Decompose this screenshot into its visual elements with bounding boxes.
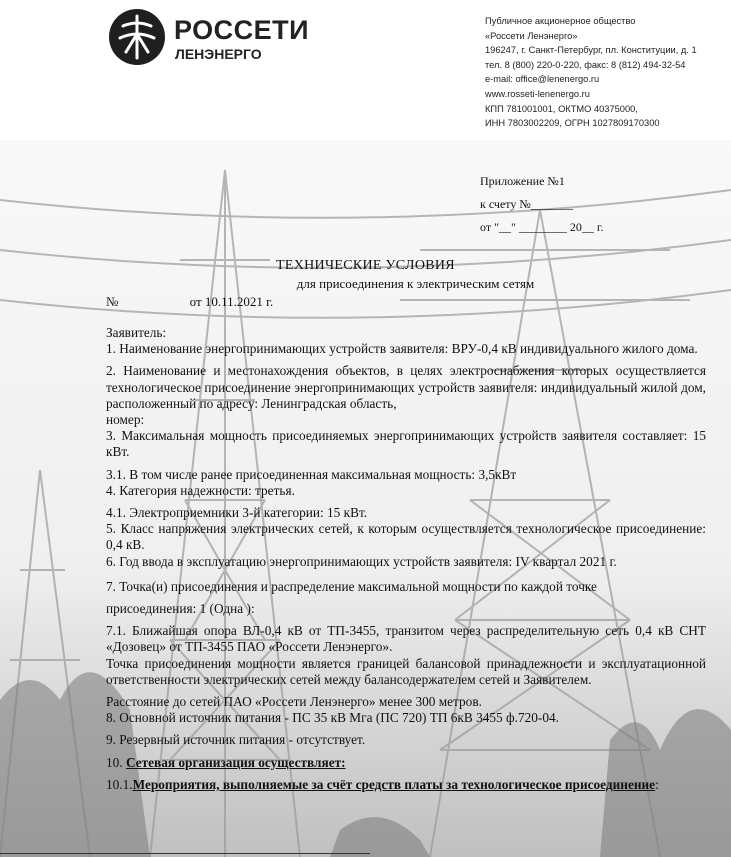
company-line: КПП 781001001, ОКТМО 40375000, bbox=[485, 103, 638, 114]
item-7-1: 7.1. Ближайшая опора ВЛ-0,4 кВ от ТП-3455, транзитом через распределительную сеть 0,4 кВ СНТ «Дозовец» от ТП-3455 ПАО «Россети Ленэнерго». bbox=[106, 623, 706, 655]
footnote-divider bbox=[0, 853, 370, 854]
company-line: ИНН 7803002209, ОГРН 1027809170300 bbox=[485, 118, 660, 129]
appendix-block bbox=[480, 170, 603, 239]
company-details bbox=[485, 14, 697, 131]
applicant-label: Заявитель: bbox=[106, 325, 167, 340]
document-date: от 10.11.2021 г. bbox=[189, 294, 274, 309]
item-9: 9. Резервный источник питания - отсутствует. bbox=[106, 732, 366, 748]
invoice-date: от "__" ________ 20__ г. bbox=[480, 220, 604, 234]
item-7-paragraph: Точка присоединения мощности является границей балансовой принадлежности и эксплуатационной ответственности электрических сетей между балансодержателем сетей и Заявителем. bbox=[106, 655, 706, 687]
item-10-1-colon: : bbox=[655, 776, 659, 792]
company-line: «Россети Ленэнерго» bbox=[485, 30, 578, 41]
invoice-number: к счету №_______ bbox=[480, 197, 573, 211]
document-number-line bbox=[106, 294, 273, 310]
item-4-1: 4.1. Электроприемники 3-й категории: 15 кВт. bbox=[106, 505, 368, 521]
company-line: Публичное акционерное общество bbox=[485, 16, 636, 26]
appendix-number: Приложение №1 bbox=[480, 174, 565, 188]
item-10-number: 10. bbox=[106, 754, 126, 770]
item-5: 5. Класс напряжения электрических сетей, к которым осуществляется технологическое присоединение: 0,4 кВ. bbox=[106, 521, 706, 553]
item-2-number: номер: bbox=[106, 412, 145, 428]
item-3-1: 3.1. В том числе ранее присоединенная максимальная мощность: 3,5кВт bbox=[106, 466, 517, 482]
company-line: тел. 8 (800) 220-0-220, факс: 8 (812) 494-32-54 bbox=[485, 59, 686, 70]
brand-name: РОССЕТИ bbox=[174, 15, 310, 45]
number-label: № bbox=[106, 294, 119, 309]
item-2: 2. Наименование и местонахождения объектов, в целях электроснабжения которых осуществляется технологическое присоединение энергопринимающих устройств заявителя: индивидуальный жилой дом, расположенный по адресу: Ленинградская область, bbox=[106, 363, 706, 411]
item-8: 8. Основной источник питания - ПС 35 кВ Мга (ПС 720) ТП 6кВ 3455 ф.720-04. bbox=[106, 710, 559, 726]
item-3: 3. Максимальная мощность присоединяемых энергопринимающих устройств заявителя составляет: 15 кВт. bbox=[106, 428, 706, 460]
rosseti-logo-icon bbox=[108, 8, 166, 66]
item-7-distance: Расстояние до сетей ПАО «Россети Ленэнерго» менее 300 метров. bbox=[106, 694, 482, 710]
item-1: 1. Наименование энергопринимающих устройств заявителя: ВРУ-0,4 кВ индивидуального жилого дома. bbox=[106, 341, 698, 357]
brand-subname: ЛЕНЭНЕРГО bbox=[175, 46, 262, 62]
item-7-b: присоединения: 1 (Одна ): bbox=[106, 601, 255, 617]
company-line: 196247, г. Санкт-Петербург, пл. Конституции, д. 1 bbox=[485, 45, 697, 56]
item-10-1-text: Мероприятия, выполняемые за счёт средств платы за технологическое присоединение bbox=[132, 776, 656, 792]
item-7: 7. Точка(и) присоединения и распределение максимальной мощности по каждой точке bbox=[106, 578, 597, 594]
company-line: e-mail: office@lenenergo.ru bbox=[485, 74, 600, 85]
item-10-1-number: 10.1. bbox=[106, 776, 133, 792]
item-10 bbox=[106, 755, 706, 771]
item-6: 6. Год ввода в эксплуатацию энергопринимающих устройств заявителя: IV квартал 2021 г. bbox=[106, 553, 617, 569]
company-logo bbox=[108, 6, 308, 66]
item-10-text: Сетевая организация осуществляет: bbox=[125, 754, 346, 770]
document-subtitle: для присоединения к электрическим сетям bbox=[296, 276, 535, 291]
item-10-1 bbox=[106, 777, 706, 793]
item-4: 4. Категория надежности: третья. bbox=[106, 482, 295, 498]
document-body bbox=[106, 325, 706, 793]
company-line: www.rosseti-lenenergo.ru bbox=[485, 88, 590, 99]
document-title: ТЕХНИЧЕСКИЕ УСЛОВИЯ bbox=[276, 258, 455, 273]
